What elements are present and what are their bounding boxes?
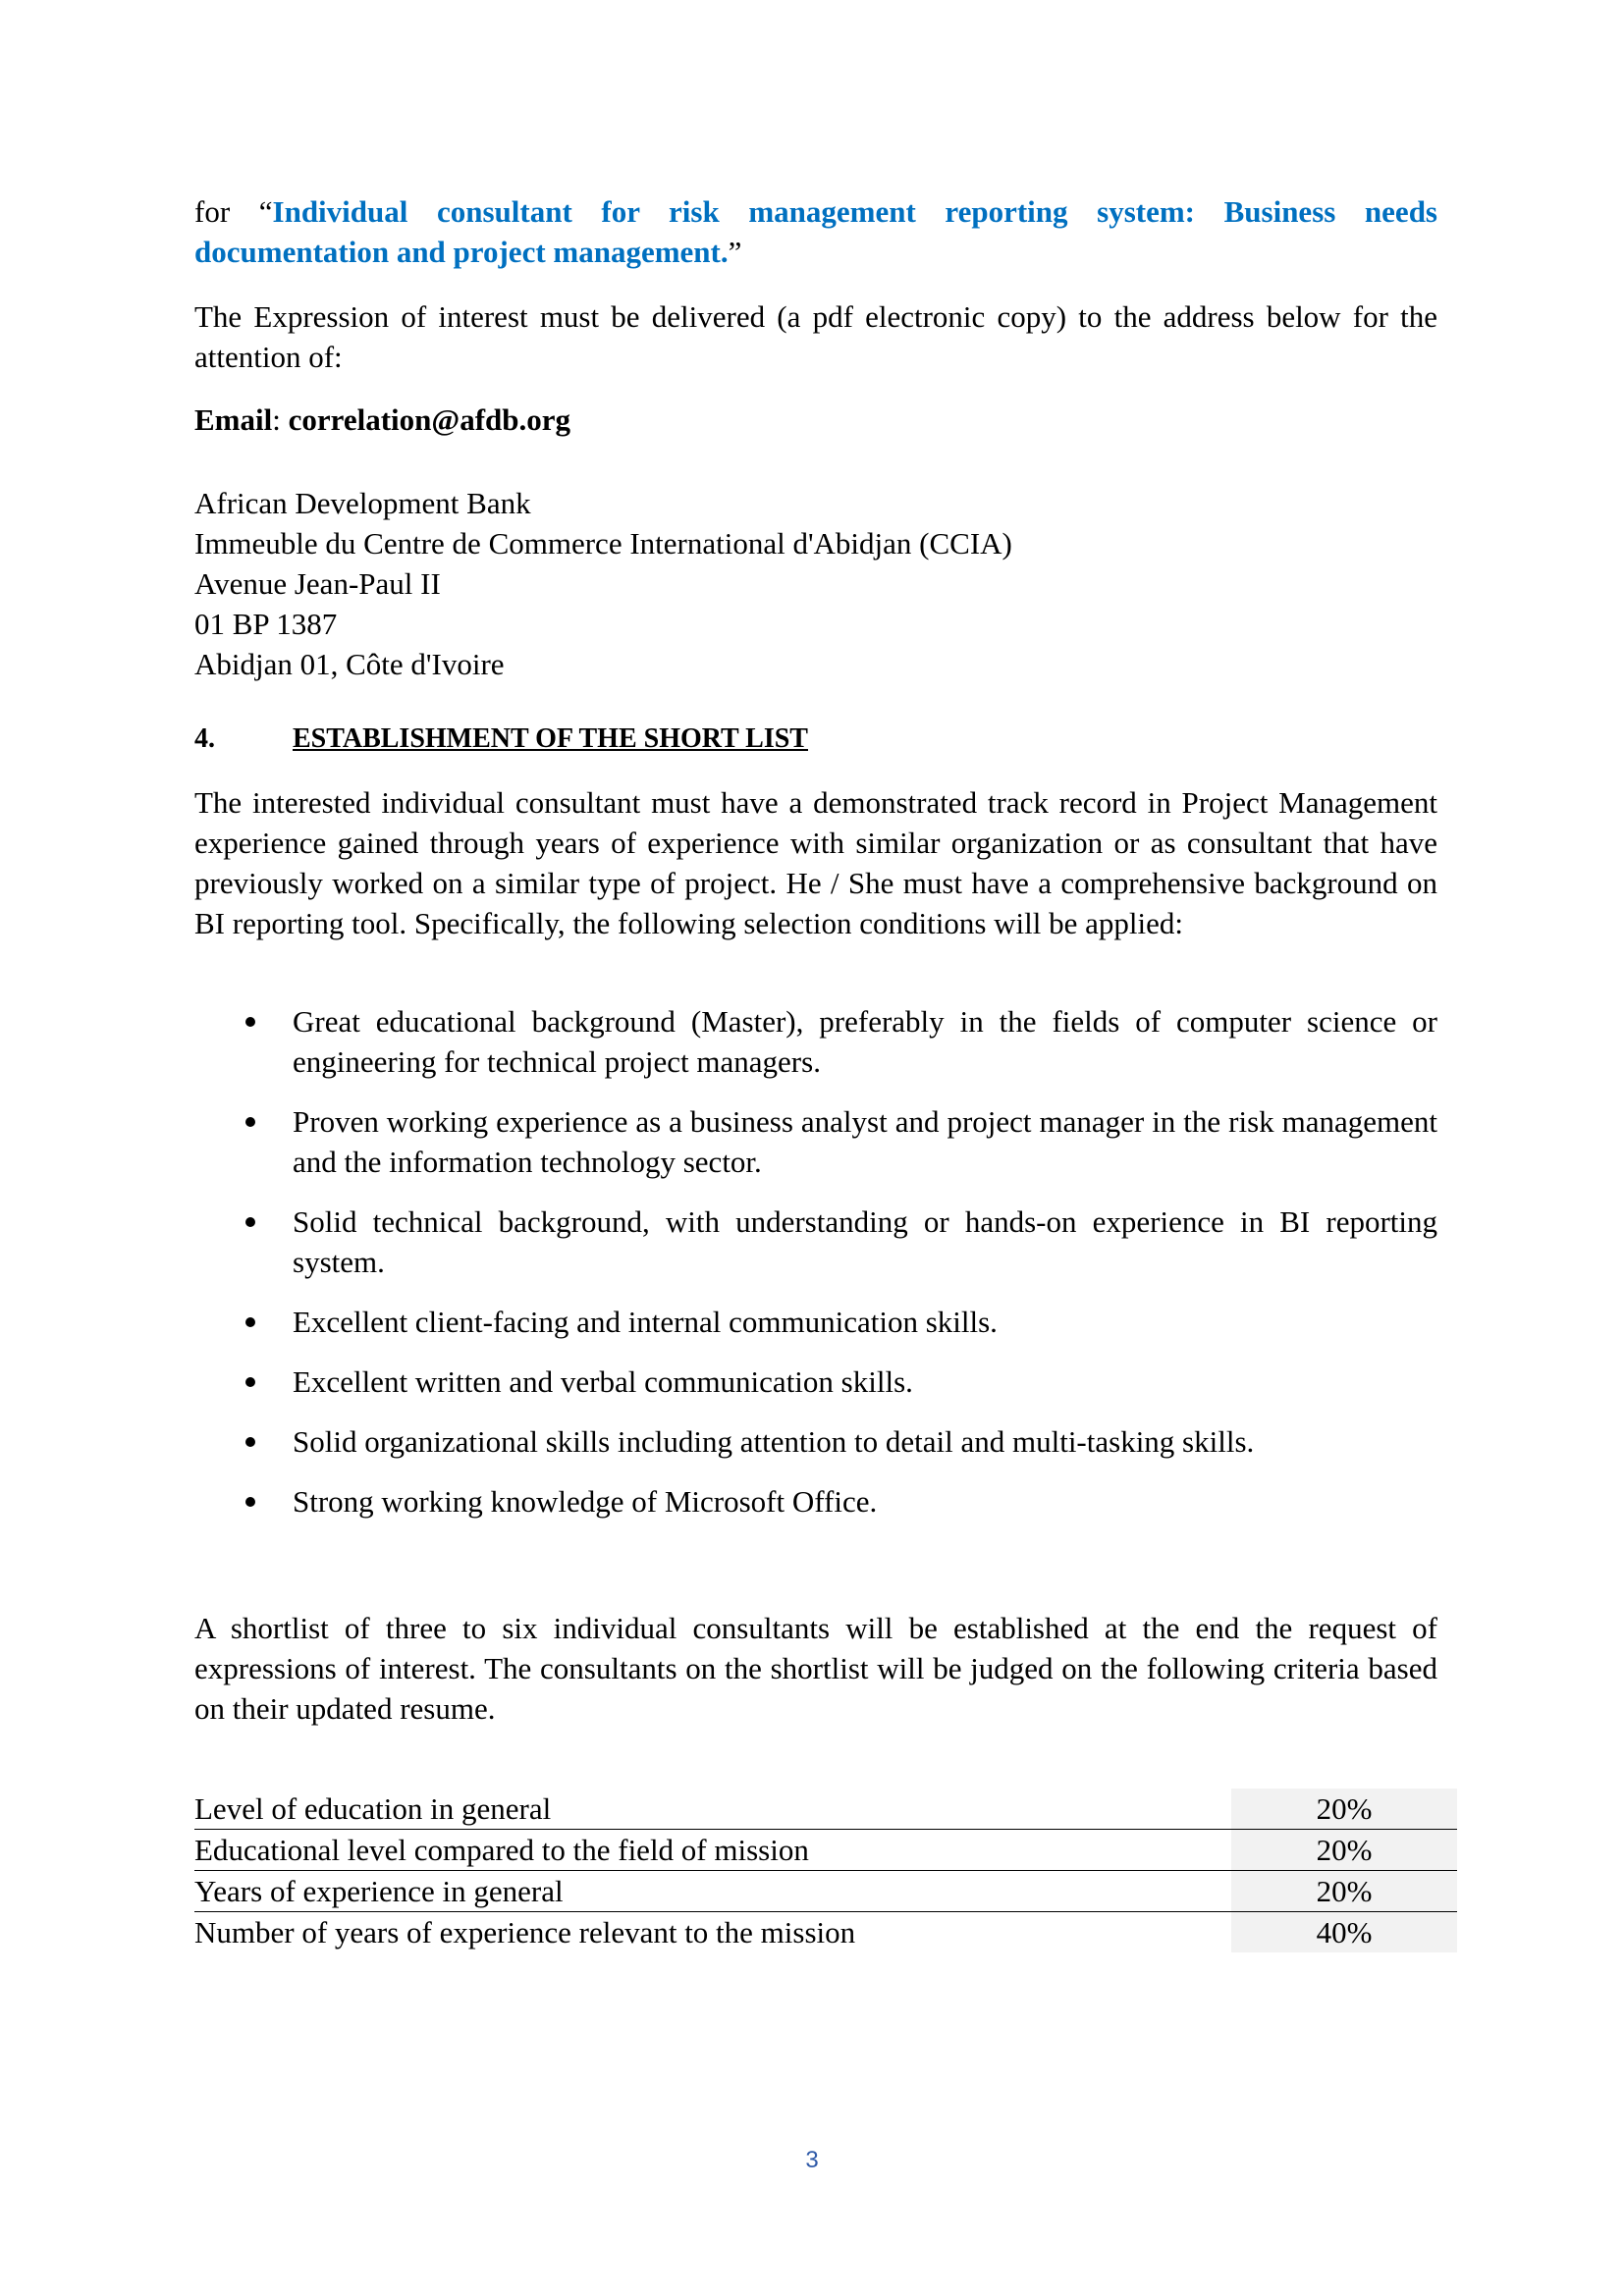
condition-text: Solid technical background, with understanding or hands-on experience in BI reporting system. (293, 1204, 1437, 1279)
intro-prefix: for “ (194, 194, 273, 229)
criterion-weight: 20% (1231, 1830, 1457, 1871)
list-item (194, 1302, 1437, 1342)
bullet-icon (245, 1497, 255, 1507)
criterion-label: Level of education in general (194, 1791, 552, 1826)
table-row (194, 1789, 1457, 1830)
list-item (194, 1481, 1437, 1522)
bullet-icon (245, 1437, 255, 1447)
postal-address (194, 483, 1437, 684)
bullet-icon (245, 1377, 255, 1387)
address-line: Abidjan 01, Côte d'Ivoire (194, 647, 505, 681)
condition-text: Strong working knowledge of Microsoft Office. (293, 1484, 878, 1519)
bullet-icon (245, 1117, 255, 1127)
bullet-icon (245, 1017, 255, 1027)
list-item (194, 1362, 1437, 1402)
email-separator: : (272, 402, 289, 437)
selection-conditions-list (194, 1001, 1437, 1541)
email-line (194, 400, 1437, 440)
condition-text: Excellent written and verbal communication skills. (293, 1364, 913, 1399)
email-address: correlation@afdb.org (288, 402, 571, 437)
section-number: 4. (194, 723, 215, 754)
email-label: Email (194, 402, 273, 437)
intro-paragraph (194, 191, 1437, 272)
condition-text: Great educational background (Master), preferably in the fields of computer science or engineering for technical project managers. (293, 1004, 1437, 1079)
condition-text: Excellent client-facing and internal communication skills. (293, 1305, 998, 1339)
criteria-table (194, 1789, 1457, 1952)
criterion-weight: 20% (1231, 1789, 1457, 1830)
bullet-icon (245, 1317, 255, 1327)
page-number: 3 (805, 2147, 819, 2173)
condition-text: Solid organizational skills including attention to detail and multi-tasking skills. (293, 1424, 1255, 1459)
bullet-icon (245, 1217, 255, 1227)
section-title: ESTABLISHMENT OF THE SHORT LIST (293, 723, 808, 754)
criterion-weight: 20% (1231, 1871, 1457, 1912)
intro-suffix: ” (728, 235, 742, 269)
list-item (194, 1001, 1437, 1082)
table-row (194, 1830, 1457, 1871)
assignment-title: Individual consultant for risk management reporting system: Business needs documentation and project management. (194, 194, 1437, 269)
section-heading (194, 721, 808, 757)
shortlist-paragraph: A shortlist of three to six individual consultants will be established at the end the request of expressions of interest. The consultants on the shortlist will be judged on the following criteria based on their updated resume. (194, 1611, 1437, 1726)
criterion-label: Number of years of experience relevant to the mission (194, 1912, 1231, 1953)
criterion-weight: 40% (1231, 1912, 1457, 1953)
criterion-label: Educational level compared to the field of mission (194, 1830, 1231, 1871)
address-line: Avenue Jean-Paul II (194, 566, 441, 601)
address-line: 01 BP 1387 (194, 607, 338, 641)
list-item (194, 1421, 1437, 1462)
address-line: Immeuble du Centre de Commerce International d'Abidjan (CCIA) (194, 526, 1012, 561)
list-item (194, 1201, 1437, 1282)
address-line: African Development Bank (194, 486, 531, 520)
table-row (194, 1912, 1457, 1953)
table-row (194, 1871, 1457, 1912)
criterion-label: Years of experience in general (194, 1871, 1231, 1912)
condition-text: Proven working experience as a business analyst and project manager in the risk management and the information technology sector. (293, 1104, 1437, 1179)
list-item (194, 1101, 1437, 1182)
delivery-instructions: The Expression of interest must be delivered (a pdf electronic copy) to the address below for the attention of: (194, 299, 1437, 374)
section-intro-paragraph: The interested individual consultant must have a demonstrated track record in Project Management experience gained through years of experience with similar organization or as consultant that have previously worked on a similar type of project. He / She must have a comprehensive background on BI reporting tool. Specifically, the following selection conditions will be applied: (194, 785, 1437, 940)
